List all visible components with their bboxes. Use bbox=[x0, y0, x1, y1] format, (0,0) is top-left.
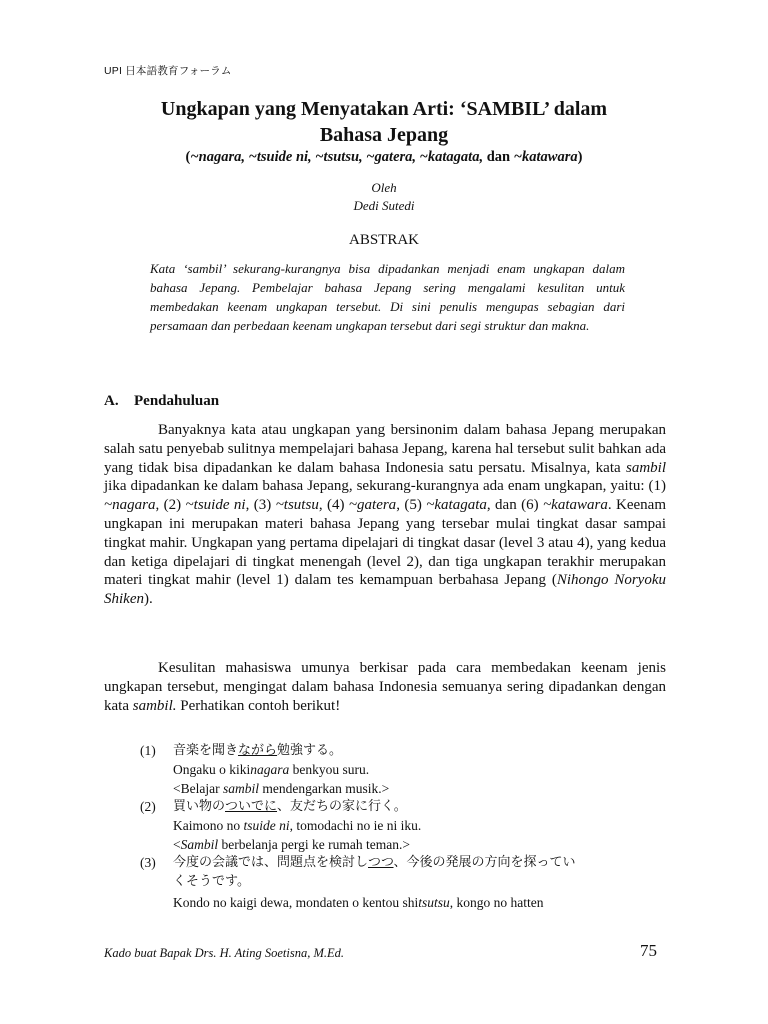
para1-text: , (5) bbox=[396, 497, 427, 514]
example-translation: <Sambil berbelanja pergi ke rumah teman.> bbox=[173, 837, 410, 852]
subtitle-open: ( bbox=[185, 149, 191, 165]
title-line-1: Ungkapan yang Menyatakan Arti: ‘SAMBIL’ dalam bbox=[160, 98, 608, 120]
title-line-2: Bahasa Jepang bbox=[319, 124, 449, 146]
footer-dedication: Kado buat Bapak Drs. H. Ating Soetisna, M.Ed. bbox=[104, 946, 345, 960]
para1-italic: ~gatera bbox=[348, 497, 397, 514]
para1-italic: ~nagara bbox=[104, 497, 156, 514]
para1-text: , dan (6) bbox=[486, 497, 544, 514]
example-japanese-cont: くそうです。 bbox=[173, 874, 250, 889]
example-romaji: Kondo no kaigi dewa, mondaten o kentou shitsutsu, kongo no hatten bbox=[173, 895, 544, 910]
author-by: Oleh bbox=[371, 180, 397, 195]
para2-text: Kesulitan mahasiswa umunya berkisar pada cara membedakan keenam jenis ungkapan tersebut, mengingat dalam bahasa Indonesia semuanya sering dipadankan dengan kata bbox=[104, 660, 666, 714]
subtitle-close: ) bbox=[577, 149, 583, 165]
para1-text: , (3) bbox=[245, 497, 276, 514]
para1-italic: ~tsuide ni bbox=[185, 497, 246, 514]
paper-title bbox=[104, 96, 664, 148]
para1-text: ). bbox=[143, 591, 153, 608]
para1-italic: ~katagata bbox=[426, 497, 487, 514]
example-number: (2) bbox=[140, 799, 156, 814]
example-romaji: Ongaku o kikinagara benkyou suru. bbox=[173, 762, 370, 777]
paragraph-2 bbox=[104, 659, 666, 715]
example-number: (3) bbox=[140, 855, 156, 870]
para1-italic: ~tsutsu bbox=[275, 497, 319, 514]
abstract-text: Kata ‘sambil’ sekurang-kurangnya bisa dipadankan menjadi enam ungkapan dalam bahasa Jepang. Pembelajar bahasa Jepang sering mengalami kesulitan untuk membedakan keenam ungkapan tersebut. Di sini penulis mengupas sebagian dari persamaan dan perbedaan keenam ungkapan tersebut dari segi struktur dan makna. bbox=[150, 261, 625, 333]
para1-italic: ~katawara bbox=[543, 497, 608, 514]
example-translation: <Belajar sambil mendengarkan musik.> bbox=[173, 781, 390, 796]
section-number: A. bbox=[104, 393, 119, 409]
para2-text: Perhatikan contoh berikut! bbox=[176, 697, 341, 714]
subtitle-forms: ~nagara, ~tsuide ni, ~tsutsu, ~gatera, ~katagata, bbox=[190, 149, 484, 165]
example-japanese: 今度の会議では、問題点を検討しつつ、今後の発展の方向を探ってい bbox=[173, 855, 576, 870]
para1-text: jika dipadankan ke dalam bahasa Jepang, sekurang-kurangnya ada enam ungkapan, yaitu: (1) bbox=[104, 478, 666, 495]
example-romaji: Kaimono no tsuide ni, tomodachi no ie ni iku. bbox=[173, 818, 422, 833]
example-japanese: 買い物のついでに、友だちの家に行く。 bbox=[173, 799, 407, 814]
page-number: 75 bbox=[640, 941, 657, 960]
section-heading bbox=[104, 393, 219, 410]
author-block bbox=[104, 179, 664, 215]
subtitle-last: ~katawara bbox=[513, 149, 578, 165]
para1-italic: sambil bbox=[625, 459, 666, 476]
example-number: (1) bbox=[140, 743, 156, 758]
example-japanese: 音楽を聞きながら勉強する。 bbox=[173, 743, 343, 758]
author-name: Dedi Sutedi bbox=[353, 198, 415, 213]
paragraph-1 bbox=[104, 421, 666, 609]
running-header: UPI 日本語教育フォーラム bbox=[104, 65, 232, 77]
para2-italic: sambil. bbox=[132, 697, 177, 714]
abstract-heading: ABSTRAK bbox=[348, 232, 419, 248]
para1-text: , (4) bbox=[318, 497, 349, 514]
para1-text: , (2) bbox=[155, 497, 186, 514]
para1-text: Banyaknya kata atau ungkapan yang bersinonim dalam bahasa Jepang merupakan salah satu penyebab sulitnya mempelajari bahasa Jepang, karena hal tersebut sulit bahkan ada yang tidak bisa dipadankan ke dalam bahasa Indonesia satu persatu. Misalnya, kata bbox=[104, 422, 666, 476]
paper-subtitle bbox=[104, 149, 664, 166]
para1-text: . Keenam ungkapan ini merupakan materi bahasa Jepang yang tersebar mulai tingkat dasar sampai tingkat mahir. Ungkapan yang pertama dipelajari di tingkat dasar (level 3 atau 4), yang kedua dan ketiga dipelajari di tingkat menengah (level 2), dan tiga ungkapan terakhir merupakan materi tingkat mahir (level 1) dalam tes kemampuan berbahasa Jepang ( bbox=[104, 497, 667, 589]
section-title: Pendahuluan bbox=[134, 393, 220, 409]
para1-italic: Nihongo Noryoku Shiken bbox=[104, 572, 666, 608]
subtitle-dan: dan bbox=[483, 149, 514, 165]
